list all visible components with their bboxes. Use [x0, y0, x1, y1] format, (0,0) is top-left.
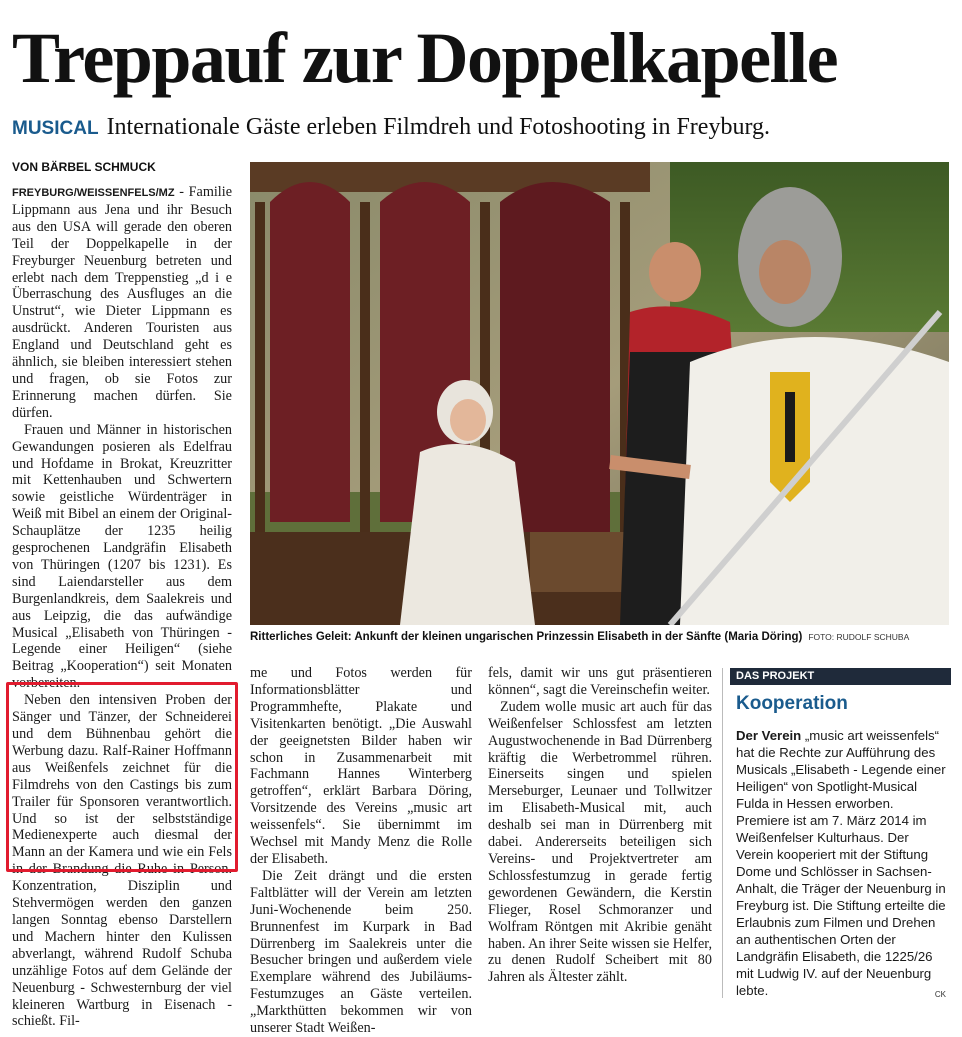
- sidebar-lead: Der Verein: [736, 728, 802, 743]
- article-photo: [250, 162, 949, 625]
- headline: Treppauf zur Doppelkapelle: [12, 18, 838, 98]
- article-column-2: [250, 665, 472, 1037]
- sidebar-header: DAS PROJEKT: [730, 668, 951, 685]
- subheadline: [12, 114, 952, 141]
- photo-credit: FOTO: RUDOLF SCHUBA: [808, 632, 910, 642]
- paragraph-text: - Familie Lippmann aus Jena und ihr Besuch aus den USA will gerade den oberen Teil der Doppelkapelle in der Freyburger Neuenburg betreten und erlebt nach dem Treppenstieg „d i e Überraschung des Ausfluges an die Unstrut“, wie Dieter Lippmann es ausdrückt. Anderen Touristen aus England und Deutschland geht es ähnlich, sie bleiben interessiert stehen und fragen, ob sie Fotos zur Erinnerung machen dürfen. Sie dürfen.: [12, 184, 232, 421]
- subtitle: Internationale Gäste erleben Filmdreh und Fotoshooting in Freyburg.: [106, 114, 770, 140]
- article-column-3: [488, 665, 712, 986]
- article-paragraph: Die Zeit drängt und die ersten Faltblätter will der Verein am letzten Juni-Wochenende beim 250. Brunnenfest im Kurpark in Bad Dürrenberg im Saalekreis unter die Besucher bringen und außerdem viele Exemplare während des Jubiläums-Festumzuges an Gäste verteilen. „Markthütten bekommen wir von unserer Stadt Weißen-: [250, 867, 472, 1037]
- article-paragraph: Neben den intensiven Proben der Sänger und Tänzer, der Schneiderei und dem Bühnenbau gehört die Werbung dazu. Ralf-Rainer Hoffmann aus Weißenfels zeichnet für die Filmdrehs von den Castings bis zum Trailer für Sponsoren verantwortlich. Und so ist der selbstständige Medienexperte auch diesmal der Mann an der Kamera und wie ein Fels in der Brandung die Ruhe in Person. Konzentration, Disziplin und Stehvermögen werden den ganzen langen Sonntag ebenso Darstellern und Machern hinter den Kulissen abverlangt, während Rudolf Schuba unzählige Fotos auf dem Gelände der Neuenburg - Schwesternburg der viel kleineren Wartburg in Eisenach - schießt. Fil-: [12, 692, 232, 1030]
- sidebar-text: „music art weissenfels“ hat die Rechte zur Aufführung des Musicals „Elisabeth - Legende einer Heiligen“ von Spotlight-Musical Fulda in Hessen erworben. Premiere ist am 7. März 2014 im Weißenfelser Kulturhaus. Der Verein kooperiert mit der Stiftung Dome und Schlösser in Sachsen-Anhalt, die Träger der Neuenburg in Freyburg ist. Die Stiftung erteilte die Erlaubnis zum Filmen und Drehen an authentischen Orten der Landgräfin Elisabeth, die 1225/26 mit Ludwig IV. auf der Neuenburg lebte.: [736, 728, 946, 998]
- author-initials: CK: [934, 990, 946, 999]
- byline: VON BÄRBEL SCHMUCK: [12, 160, 156, 174]
- sidebar-title: Kooperation: [736, 693, 848, 714]
- sidebar-body: [736, 727, 946, 1003]
- article-paragraph: Frauen und Männer in historischen Gewandungen posieren als Edelfrau und Hofdame in Brokat, Kreuzritter mit Kettenhauben und Schwertern sowie geistliche Würdenträger in Weiß mit Bibel an einem der Original-Schauplätze der 1235 heilig gesprochenen Landgräfin Elisabeth von Thüringen (1207 bis 1231). Es sind Laiendarsteller aus dem Burgenlandkreis, dem Saalekreis und aus Leipzig, die das aufwändige Musical „Elisabeth von Thüringen - Legende einer Heiligen“ (siehe Beitrag „Kooperation“) seit Monaten vorbereiten.: [12, 421, 232, 692]
- article-column-1: [12, 184, 232, 1030]
- article-paragraph: me und Fotos werden für Informationsblätter und Programmhefte, Plakate und Visitenkarten benötigt. „Die Auswahl der geeignetsten Bilder haben wir schon in Zusammenarbeit mit Fachmann Hannes Winterberg getroffen“, erklärt Barbara Döring, Vorsitzende des Vereins „music art weissenfels“. Sie übernimmt im Wechsel mit Mandy Menz die Rolle der Elisabeth.: [250, 665, 472, 867]
- caption-text: Ritterliches Geleit: Ankunft der kleinen ungarischen Prinzessin Elisabeth in der Sänfte (Maria Döring): [250, 631, 803, 643]
- photo-caption: [250, 631, 949, 643]
- article-paragraph: Zudem wolle music art auch für das Weißenfelser Schlossfest am letzten Augustwochenende in Bad Dürrenberg kräftig die Werbetrommel rühren. Einerseits singen und spielen Merseburger, Leunaer und Tollwitzer im Elisabeth-Musical mit, auch deshalb sei man in Dürrenberg mit dabei. Andererseits beteiligen sich Vereins- und Projektvertreter am Schlossfestumzug in gerade fertig gewordenen Gewändern, die Kerstin Flieger, Rosel Schmoranzer und Wolfram Röntgen mit Akribie genäht haben. An ihrer Seite wissen sie Helfer, zu denen Rudolf Scheibert mit 80 Jahren als Ältester zählt.: [488, 698, 712, 986]
- article-paragraph: fels, damit wir uns gut präsentieren können“, sagt die Vereinschefin weiter.: [488, 665, 712, 698]
- highlight-box: [6, 682, 238, 872]
- photo-illustration: [250, 162, 949, 625]
- article-paragraph: [12, 184, 232, 422]
- sidebar-divider: [722, 668, 723, 998]
- dateline: FREYBURG/WEISSENFELS/MZ: [12, 187, 175, 199]
- rubric-label: MUSICAL: [12, 118, 99, 139]
